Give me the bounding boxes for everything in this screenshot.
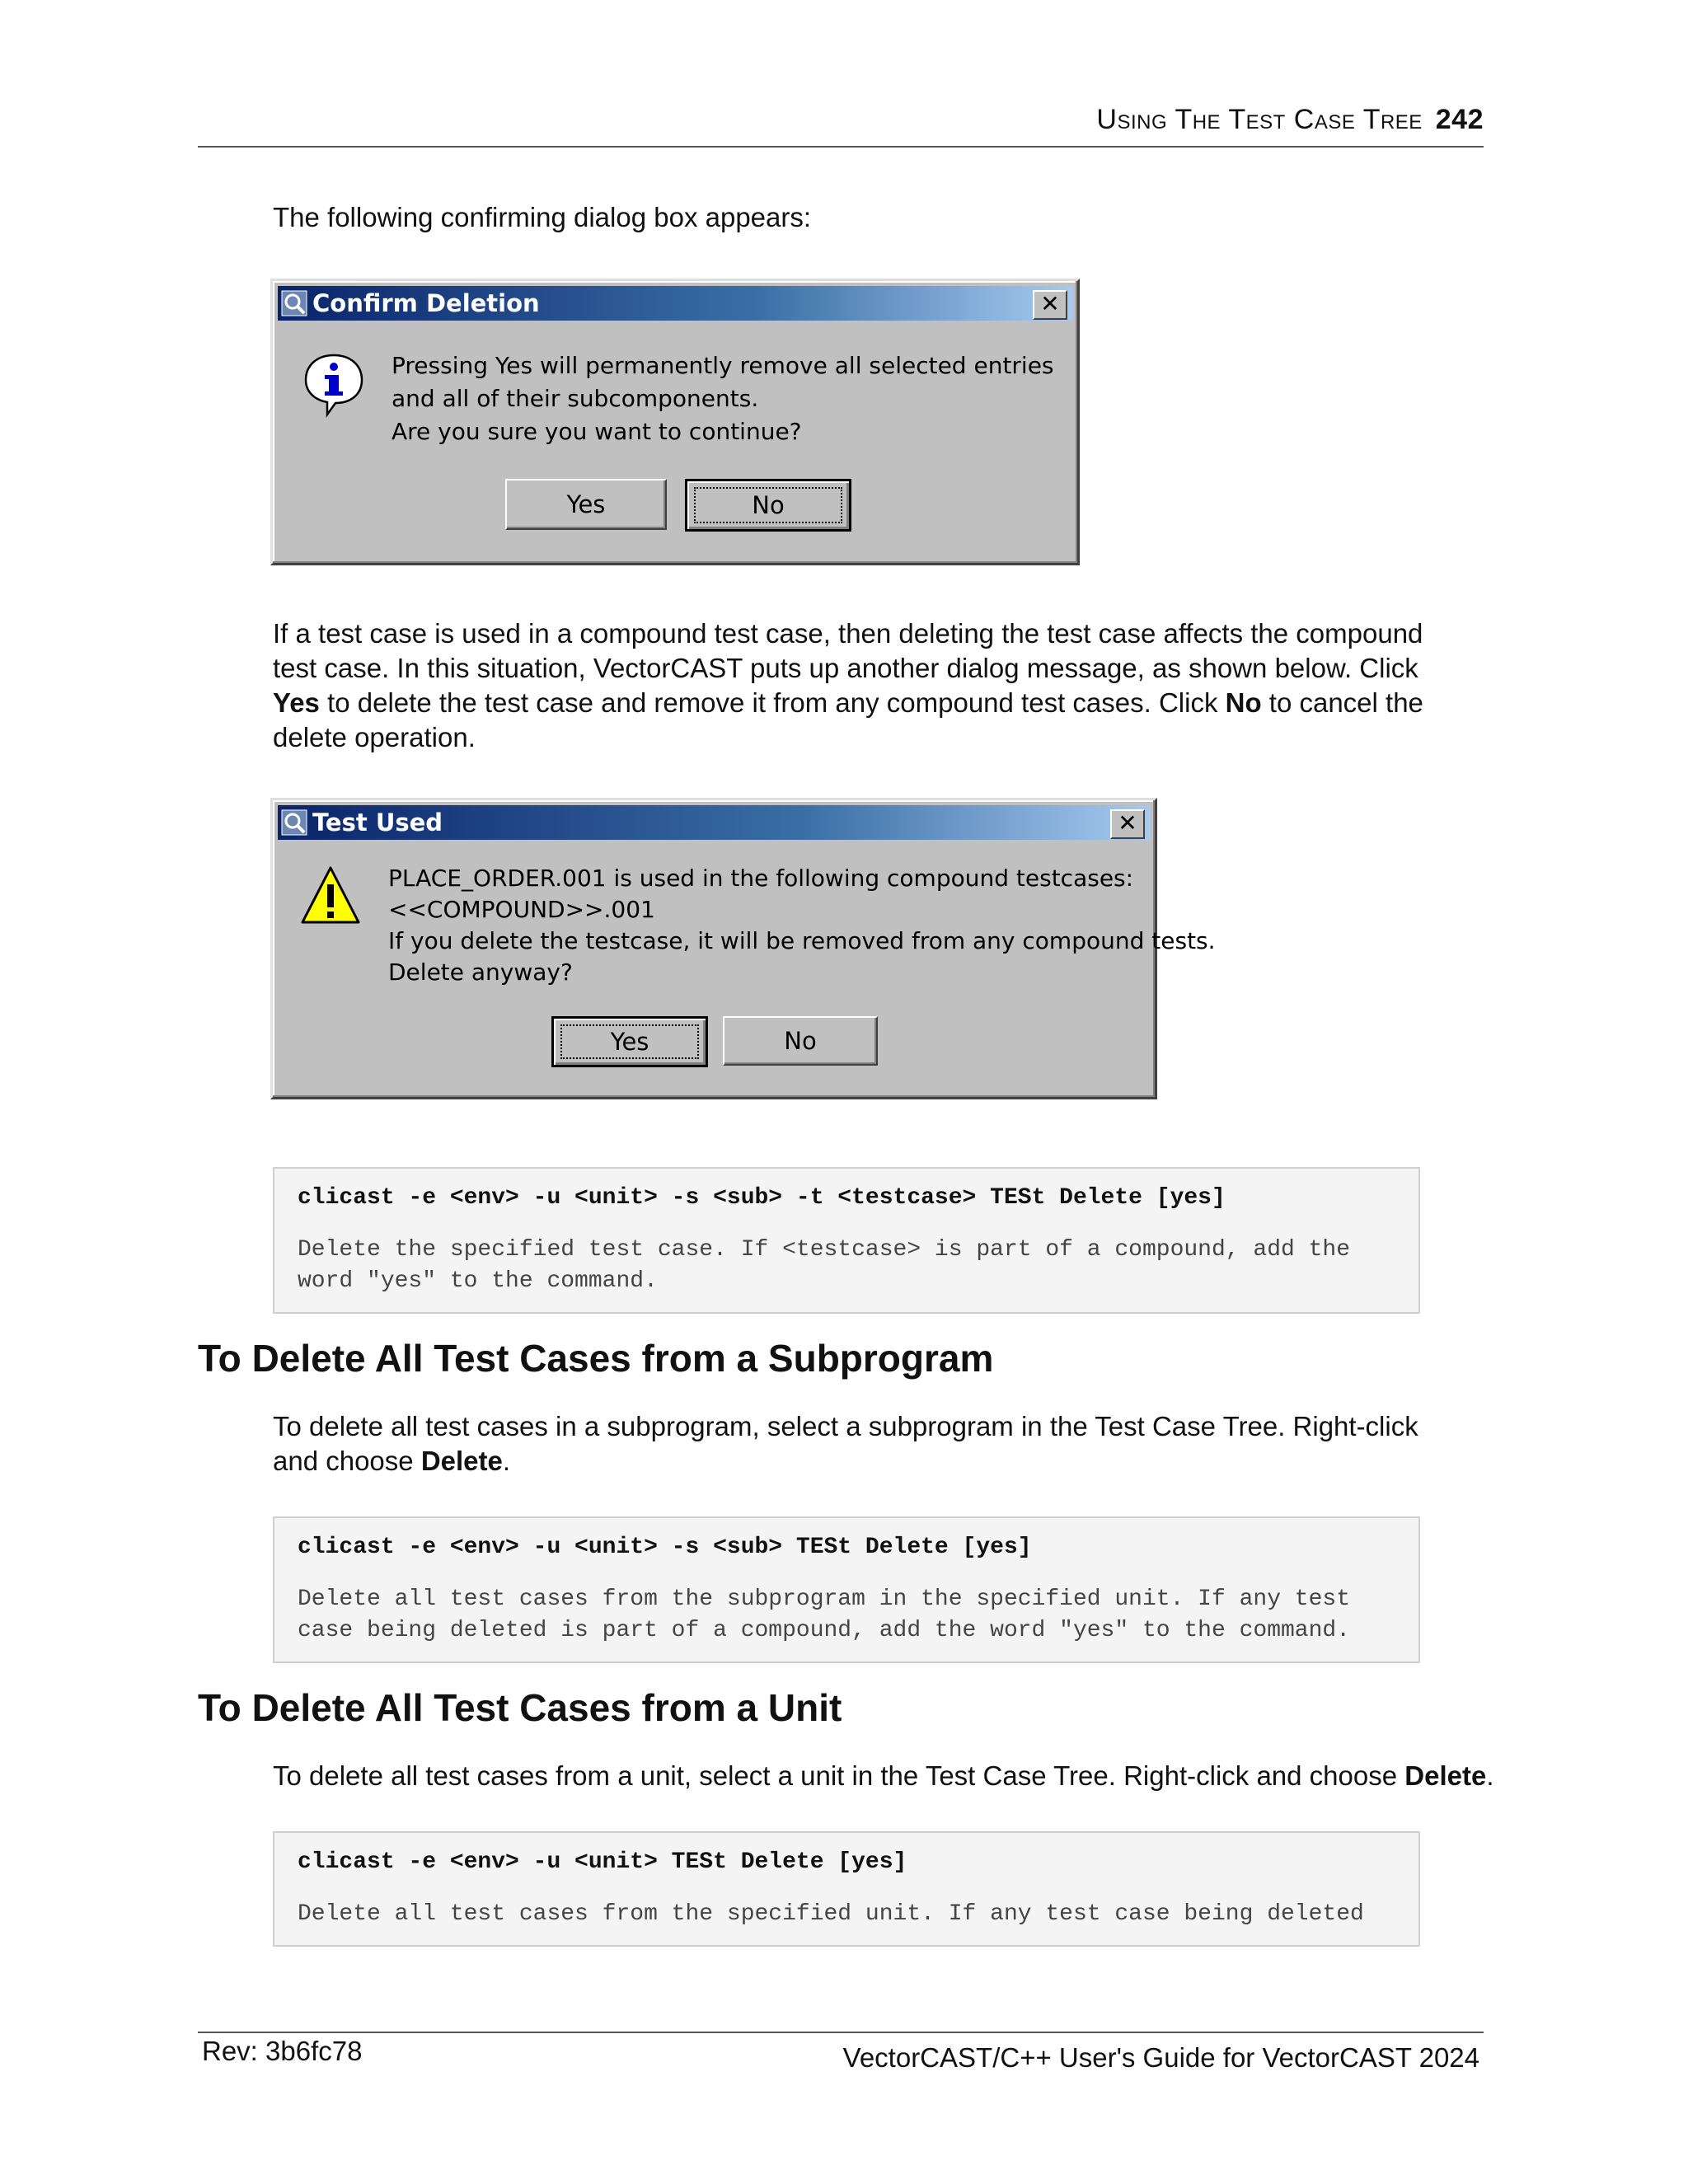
close-icon: ✕ xyxy=(1040,290,1060,317)
code-description-line: Delete the specified test case. If <testcase> is part of a compound, add the xyxy=(298,1237,1351,1263)
dialog-titlebar xyxy=(278,805,1150,840)
subprogram-paragraph xyxy=(273,1409,1468,1479)
dialog-titlebar xyxy=(278,286,1072,321)
code-description-line: Delete all test cases from the specified unit. If any test case being deleted xyxy=(298,1901,1364,1927)
text-run: . xyxy=(1486,1760,1494,1791)
page-header xyxy=(198,104,1484,136)
dialog-message xyxy=(392,349,1054,448)
footer-rule xyxy=(198,2032,1484,2033)
yes-button[interactable] xyxy=(505,479,667,530)
code-command: clicast -e <env> -u <unit> -s <sub> -t <testcase> TESt Delete [yes] xyxy=(298,1185,1226,1211)
info-icon xyxy=(302,352,365,418)
dialog-message xyxy=(388,863,1216,988)
close-button[interactable] xyxy=(1033,290,1067,320)
bold-delete: Delete xyxy=(420,1446,503,1476)
footer-revision: Rev: 3b6fc78 xyxy=(202,2036,363,2066)
no-label: No xyxy=(752,491,785,519)
text-run: to delete the test case and remove it from any compound test cases. Click xyxy=(319,687,1226,718)
code-description-line: word "yes" to the command. xyxy=(298,1268,658,1294)
code-command: clicast -e <env> -u <unit> TESt Delete [yes] xyxy=(298,1849,907,1875)
code-description-line: Delete all test cases from the subprogram in the specified unit. If any test xyxy=(298,1586,1351,1612)
code-description xyxy=(298,1899,1364,1930)
app-icon xyxy=(281,290,307,316)
message-line: Are you sure you want to continue? xyxy=(392,418,802,445)
section-heading: To Delete All Test Cases from a Subprogram xyxy=(198,1337,994,1380)
warning-icon xyxy=(299,865,362,929)
dialog-title: Test Used xyxy=(312,808,443,837)
confirm-deletion-dialog xyxy=(270,279,1080,565)
text-run: to cancel the delete operation. xyxy=(273,687,1423,752)
code-block xyxy=(273,1516,1420,1663)
compound-paragraph xyxy=(273,616,1468,755)
message-line: Pressing Yes will permanently remove all selected entries xyxy=(392,352,1054,379)
text-run: If a test case is used in a compound test case, then deleting the test case affects the compound test case. In this situation, VectorCAST puts up another dialog message, as shown below. Click xyxy=(273,618,1423,683)
code-description-line: case being deleted is part of a compound, add the word "yes" to the command. xyxy=(298,1618,1351,1643)
app-icon xyxy=(281,809,307,836)
close-icon: ✕ xyxy=(1118,809,1137,837)
no-button[interactable] xyxy=(723,1016,878,1066)
code-block xyxy=(273,1831,1420,1947)
bold-no: No xyxy=(1225,687,1262,718)
message-line: PLACE_ORDER.001 is used in the following compound testcases: xyxy=(388,865,1134,892)
bold-yes: Yes xyxy=(273,687,320,718)
unit-paragraph xyxy=(273,1759,1509,1793)
dialog-title: Confirm Deletion xyxy=(312,289,540,317)
text-run: To delete all test cases from a unit, select a unit in the Test Case Tree. Right-click and choose xyxy=(273,1760,1405,1791)
header-rule xyxy=(198,146,1484,148)
message-line: and all of their subcomponents. xyxy=(392,385,759,412)
no-label: No xyxy=(784,1027,817,1055)
test-used-dialog xyxy=(270,798,1216,1099)
message-line: Delete anyway? xyxy=(388,958,573,986)
text-run: To delete all test cases in a subprogram, select a subprogram in the Test Case Tree. Right-click and choose xyxy=(273,1411,1418,1476)
yes-button[interactable] xyxy=(551,1016,708,1067)
bold-delete: Delete xyxy=(1404,1760,1487,1791)
header-section-title: Using The Test Case Tree xyxy=(1096,104,1423,135)
code-block xyxy=(273,1167,1420,1314)
close-button[interactable] xyxy=(1110,809,1145,839)
code-command: clicast -e <env> -u <unit> -s <sub> TESt Delete [yes] xyxy=(298,1535,1032,1560)
yes-label: Yes xyxy=(566,490,606,518)
footer-guide-title: VectorCAST/C++ User's Guide for VectorCAST 2024 xyxy=(842,2042,1479,2073)
yes-label: Yes xyxy=(610,1028,649,1056)
text-run: . xyxy=(502,1446,511,1476)
intro-paragraph: The following confirming dialog box appears: xyxy=(273,202,812,232)
code-description xyxy=(298,1584,1350,1647)
code-description xyxy=(298,1235,1350,1297)
message-line: <<COMPOUND>>.001 xyxy=(388,896,655,923)
header-page-number: 242 xyxy=(1435,104,1484,135)
no-button[interactable] xyxy=(685,479,851,532)
message-line: If you delete the testcase, it will be removed from any compound tests. xyxy=(388,927,1216,954)
section-heading: To Delete All Test Cases from a Unit xyxy=(198,1686,842,1729)
